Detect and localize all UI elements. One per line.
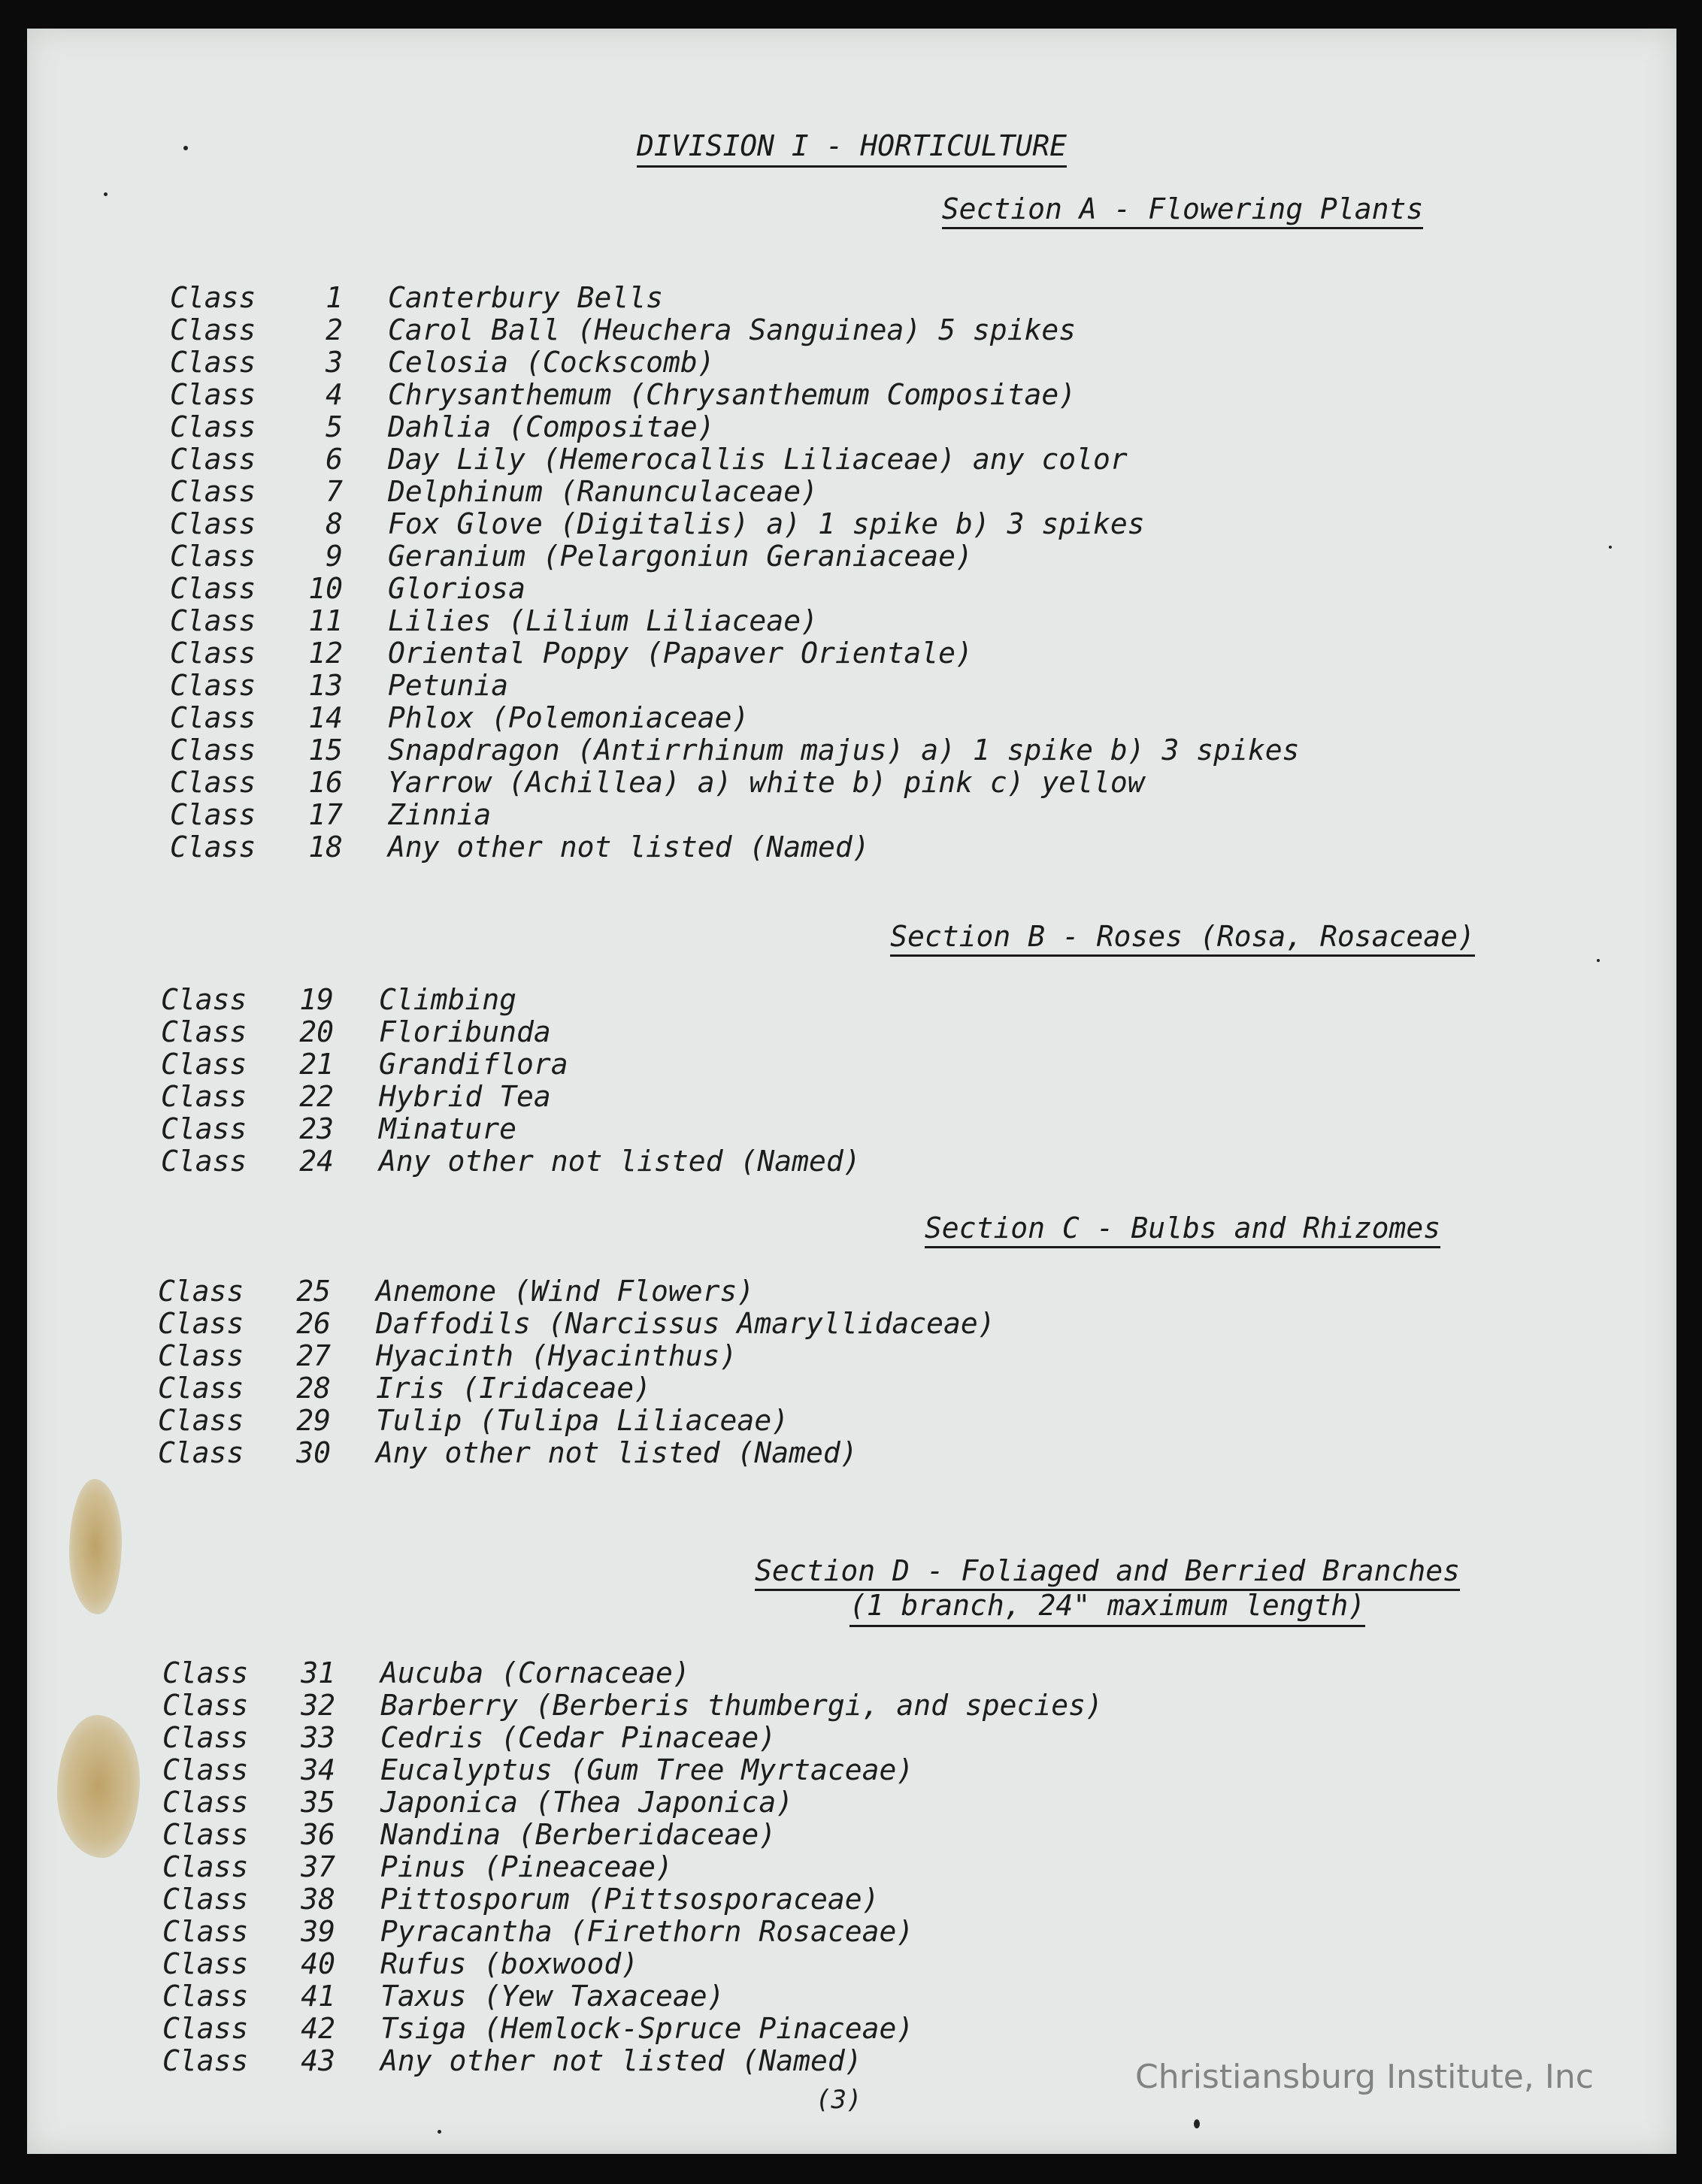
class-entry — [162, 1850, 1702, 1883]
class-label: Class — [162, 1818, 249, 1851]
class-label: Class — [170, 507, 256, 540]
class-entry — [170, 443, 1702, 475]
class-name: Barberry (Berberis thumbergi, and species) — [380, 1689, 1103, 1722]
class-number: 37 — [301, 1850, 335, 1883]
division-heading: DIVISION I - HORTICULTURE — [27, 129, 1676, 162]
class-name: Rufus (boxwood) — [380, 1947, 639, 1980]
speck — [1194, 2119, 1200, 2128]
class-label: Class — [158, 1404, 244, 1437]
class-entry — [170, 410, 1702, 443]
class-entry — [170, 475, 1702, 507]
class-label: Class — [158, 1372, 244, 1405]
class-name: Any other not listed (Named) — [388, 830, 870, 864]
class-entry — [170, 346, 1702, 378]
class-number: 2 — [326, 313, 343, 346]
class-name: Pittosporum (Pittsosporaceae) — [380, 1883, 880, 1916]
class-label: Class — [170, 798, 256, 831]
class-name: Dahlia (Compositae) — [388, 410, 715, 443]
section-c-title: Section C - Bulbs and Rhizomes — [358, 1211, 1702, 1245]
speck — [1597, 959, 1600, 962]
class-number: 8 — [326, 507, 343, 540]
class-entry — [170, 378, 1702, 410]
class-entry — [162, 1947, 1702, 1980]
class-number: 33 — [301, 1721, 335, 1754]
class-entry — [162, 2012, 1702, 2044]
class-label: Class — [162, 1850, 249, 1883]
class-entry — [158, 1436, 1702, 1469]
class-entry — [162, 1689, 1702, 1721]
class-name: Carol Ball (Heuchera Sanguinea) 5 spikes — [388, 313, 1077, 346]
class-label: Class — [170, 540, 256, 573]
class-label: Class — [170, 669, 256, 702]
class-entry — [170, 313, 1702, 346]
speck — [438, 2130, 441, 2134]
class-number: 1 — [326, 281, 343, 314]
class-entry — [170, 830, 1702, 863]
class-number: 23 — [299, 1112, 334, 1145]
class-name: Any other not listed (Named) — [380, 2044, 862, 2077]
class-number: 15 — [308, 734, 343, 767]
page-number: (3) — [816, 2085, 862, 2115]
class-entry — [170, 540, 1702, 572]
class-entry — [170, 701, 1702, 734]
class-number: 43 — [301, 2044, 335, 2077]
class-label: Class — [162, 1883, 249, 1916]
class-entry — [161, 983, 1702, 1015]
class-label: Class — [162, 1786, 249, 1819]
class-entry — [170, 798, 1702, 830]
class-label: Class — [158, 1307, 244, 1340]
class-entry — [158, 1275, 1702, 1307]
section-a-list — [170, 281, 1702, 863]
class-entry — [162, 1818, 1702, 1850]
class-number: 13 — [308, 669, 343, 702]
class-number: 39 — [301, 1915, 335, 1948]
section-a-title: Section A - Flowering Plants — [358, 192, 1702, 225]
class-name: Phlox (Polemoniaceae) — [388, 701, 750, 734]
class-name: Petunia — [388, 669, 509, 702]
class-label: Class — [170, 766, 256, 799]
class-entry — [170, 507, 1702, 540]
class-label: Class — [170, 701, 256, 734]
section-d-list — [162, 1656, 1702, 2077]
class-entry — [162, 1753, 1702, 1786]
class-number: 19 — [299, 983, 334, 1016]
class-number: 11 — [308, 604, 343, 637]
class-number: 25 — [296, 1275, 331, 1308]
class-entry — [162, 1980, 1702, 2012]
class-entry — [161, 1015, 1702, 1048]
class-label: Class — [158, 1275, 244, 1308]
class-number: 21 — [299, 1048, 334, 1081]
class-entry — [158, 1307, 1702, 1339]
class-number: 5 — [326, 410, 343, 443]
water-stain — [57, 1715, 140, 1858]
class-name: Snapdragon (Antirrhinum majus) a) 1 spike b) 3 spikes — [388, 734, 1300, 767]
class-label: Class — [170, 475, 256, 508]
class-name: Day Lily (Hemerocallis Liliaceae) any color — [388, 443, 1128, 476]
class-number: 29 — [296, 1404, 331, 1437]
class-number: 17 — [308, 798, 343, 831]
class-name: Anemone (Wind Flowers) — [376, 1275, 755, 1308]
class-name: Climbing — [379, 983, 517, 1016]
class-name: Floribunda — [379, 1015, 551, 1048]
class-number: 22 — [299, 1080, 334, 1113]
class-number: 34 — [301, 1753, 335, 1786]
class-entry — [170, 604, 1702, 637]
class-name: Zinnia — [388, 798, 492, 831]
class-entry — [170, 572, 1702, 604]
section-d-title: Section D - Foliaged and Berried Branches — [283, 1554, 1702, 1587]
class-label: Class — [161, 1112, 247, 1145]
class-number: 3 — [326, 346, 343, 379]
class-entry — [162, 1915, 1702, 1947]
class-number: 38 — [301, 1883, 335, 1916]
class-label: Class — [162, 2044, 249, 2077]
class-name: Daffodils (Narcissus Amaryllidaceae) — [376, 1307, 995, 1340]
class-label: Class — [170, 410, 256, 443]
class-name: Delphinum (Ranunculaceae) — [388, 475, 818, 508]
class-name: Any other not listed (Named) — [376, 1436, 858, 1469]
class-label: Class — [162, 1980, 249, 2013]
class-label: Class — [158, 1339, 244, 1372]
class-number: 20 — [299, 1015, 334, 1048]
class-name: Oriental Poppy (Papaver Orientale) — [388, 637, 973, 670]
class-label: Class — [170, 734, 256, 767]
class-label: Class — [162, 1689, 249, 1722]
class-number: 6 — [326, 443, 343, 476]
class-name: Gloriosa — [388, 572, 526, 605]
class-entry — [170, 637, 1702, 669]
class-name: Pyracantha (Firethorn Rosaceae) — [380, 1915, 914, 1948]
class-label: Class — [170, 281, 256, 314]
document-page — [27, 29, 1676, 2154]
class-number: 28 — [296, 1372, 331, 1405]
class-label: Class — [170, 637, 256, 670]
class-name: Nandina (Berberidaceae) — [380, 1818, 777, 1851]
section-c-list — [158, 1275, 1702, 1469]
class-label: Class — [170, 378, 256, 411]
watermark: Christiansburg Institute, Inc — [1135, 2058, 1594, 2096]
class-name: Yarrow (Achillea) a) white b) pink c) yellow — [388, 766, 1145, 799]
class-label: Class — [170, 443, 256, 476]
class-label: Class — [170, 346, 256, 379]
class-name: Minature — [379, 1112, 517, 1145]
class-name: Tulip (Tulipa Liliaceae) — [376, 1404, 789, 1437]
class-entry — [162, 1721, 1702, 1753]
class-name: Geranium (Pelargoniun Geraniaceae) — [388, 540, 973, 573]
class-number: 32 — [301, 1689, 335, 1722]
class-entry — [162, 1656, 1702, 1689]
class-label: Class — [162, 2012, 249, 2045]
class-number: 27 — [296, 1339, 331, 1372]
class-label: Class — [170, 572, 256, 605]
class-label: Class — [161, 1015, 247, 1048]
class-name: Cedris (Cedar Pinaceae) — [380, 1721, 777, 1754]
class-entry — [161, 1145, 1702, 1177]
speck — [104, 192, 108, 196]
class-number: 4 — [326, 378, 343, 411]
class-name: Tsiga (Hemlock-Spruce Pinaceae) — [380, 2012, 914, 2045]
class-number: 40 — [301, 1947, 335, 1980]
class-entry — [161, 1080, 1702, 1112]
class-label: Class — [161, 1048, 247, 1081]
class-label: Class — [170, 313, 256, 346]
class-entry — [161, 1112, 1702, 1145]
class-label: Class — [170, 604, 256, 637]
class-label: Class — [170, 830, 256, 864]
section-b-list — [161, 983, 1702, 1177]
class-entry — [158, 1339, 1702, 1372]
class-label: Class — [158, 1436, 244, 1469]
class-entry — [158, 1372, 1702, 1404]
class-entry — [170, 669, 1702, 701]
class-name: Canterbury Bells — [388, 281, 664, 314]
class-label: Class — [162, 1947, 249, 1980]
class-name: Japonica (Thea Japonica) — [380, 1786, 794, 1819]
class-number: 9 — [326, 540, 343, 573]
class-number: 31 — [301, 1656, 335, 1689]
class-entry — [170, 281, 1702, 313]
class-name: Pinus (Pineaceae) — [380, 1850, 673, 1883]
class-number: 30 — [296, 1436, 331, 1469]
section-b-title: Section B - Roses (Rosa, Rosaceae) — [358, 920, 1702, 953]
class-number: 26 — [296, 1307, 331, 1340]
class-label: Class — [162, 1915, 249, 1948]
class-number: 24 — [299, 1145, 334, 1178]
class-entry — [162, 1786, 1702, 1818]
class-name: Aucuba (Cornaceae) — [380, 1656, 690, 1689]
class-label: Class — [162, 1721, 249, 1754]
class-name: Hyacinth (Hyacinthus) — [376, 1339, 737, 1372]
class-entry — [161, 1048, 1702, 1080]
class-number: 16 — [308, 766, 343, 799]
class-name: Any other not listed (Named) — [379, 1145, 861, 1178]
class-label: Class — [161, 983, 247, 1016]
class-number: 18 — [308, 830, 343, 864]
class-name: Taxus (Yew Taxaceae) — [380, 1980, 725, 2013]
water-stain — [69, 1479, 122, 1614]
class-number: 35 — [301, 1786, 335, 1819]
class-name: Celosia (Cockscomb) — [388, 346, 715, 379]
class-name: Hybrid Tea — [379, 1080, 551, 1113]
class-number: 42 — [301, 2012, 335, 2045]
class-number: 7 — [326, 475, 343, 508]
class-entry — [170, 766, 1702, 798]
class-number: 10 — [308, 572, 343, 605]
section-d-subtitle: (1 branch, 24" maximum length) — [283, 1589, 1702, 1622]
class-name: Fox Glove (Digitalis) a) 1 spike b) 3 spikes — [388, 507, 1145, 540]
class-entry — [158, 1404, 1702, 1436]
class-entry — [162, 1883, 1702, 1915]
class-entry — [170, 734, 1702, 766]
class-name: Eucalyptus (Gum Tree Myrtaceae) — [380, 1753, 914, 1786]
class-name: Grandiflora — [379, 1048, 568, 1081]
class-number: 12 — [308, 637, 343, 670]
class-label: Class — [162, 1753, 249, 1786]
class-number: 41 — [301, 1980, 335, 2013]
class-label: Class — [161, 1145, 247, 1178]
class-number: 14 — [308, 701, 343, 734]
class-name: Iris (Iridaceae) — [376, 1372, 652, 1405]
class-name: Chrysanthemum (Chrysanthemum Compositae) — [388, 378, 1077, 411]
class-label: Class — [161, 1080, 247, 1113]
class-number: 36 — [301, 1818, 335, 1851]
class-label: Class — [162, 1656, 249, 1689]
class-name: Lilies (Lilium Liliaceae) — [388, 604, 818, 637]
